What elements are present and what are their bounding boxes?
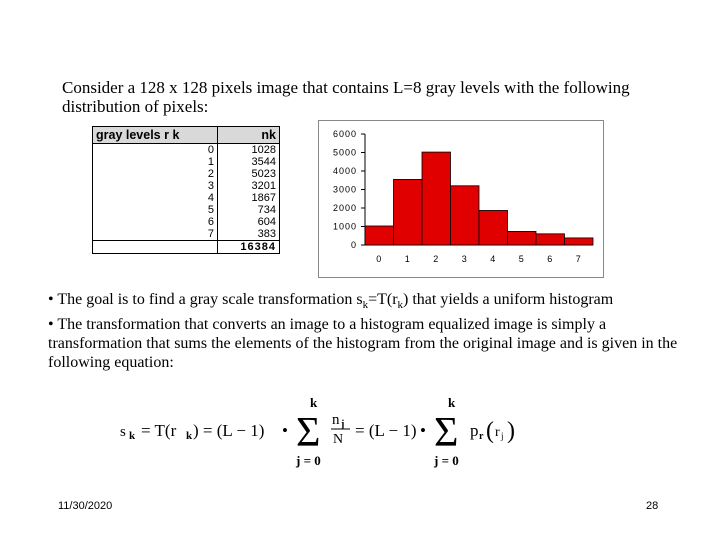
y-tick-label: 0 [350,240,357,250]
eq-sum1-lower: j = 0 [296,453,321,468]
table-row [93,168,280,180]
table-row [93,204,280,216]
bullet-transformation: • The transformation that converts an image to a histogram equalized image is simply a transformation that sums the elements of the histogram from the original image and is given in the following equation: [48,316,678,372]
equation-svg [120,395,540,470]
cell-pixel-count: 383 [218,228,280,241]
cell-pixel-count: 3201 [218,180,280,192]
histogram-bar [451,186,480,245]
eq-p: p [470,421,479,440]
histogram-bar [536,234,565,245]
cell-pixel-count: 1867 [218,192,280,204]
histogram-bar [479,210,508,245]
eq-sum1-upper: k [310,395,318,410]
bullet-list [48,290,688,372]
eq-rj-sub: j [501,431,504,441]
bullet-goal-sub2: k [397,299,404,312]
table-row [93,228,280,241]
cell-pixel-count: 604 [218,216,280,228]
y-tick-label: 1000 [332,221,357,232]
eq-dot-2: • [420,421,426,440]
histogram-svg [319,121,603,277]
eq-sum1-sigma: Σ [296,410,321,456]
bullet-goal [48,290,688,315]
eq-s-sub: k [129,430,136,442]
eq-frac-den: N [333,432,344,447]
eq-p-sub: r [479,431,484,442]
header-gray-levels: gray levels r k [93,127,218,144]
cell-gray-level: 4 [93,192,218,204]
table-row [93,180,280,192]
table-row [93,216,280,228]
cell-pixel-count: 1028 [218,144,280,157]
cell-gray-level: 2 [93,168,218,180]
x-tick-label: 5 [518,254,525,264]
bullet-goal-sub1: k [362,299,369,312]
x-tick-label: 4 [490,254,497,264]
x-tick-label: 6 [547,254,554,264]
eq-t-r: = T(r [141,421,177,440]
x-tick-label: 0 [376,254,383,264]
x-tick-label: 3 [461,254,468,264]
eq-sum2-lower: j = 0 [434,453,459,468]
histogram-bar [422,152,451,245]
eq-l-minus-1-second: = (L − 1) [355,421,417,440]
eq-dot-1: • [282,421,288,440]
eq-r-sub: k [186,430,193,442]
cell-pixel-count: 734 [218,204,280,216]
footer-date: 11/30/2020 [58,500,113,512]
eq-rj: r [495,425,500,440]
table-header-row [93,127,280,144]
eq-sum2-upper: k [448,395,456,410]
table-total-row [93,241,280,254]
table-row [93,156,280,168]
cell-gray-level: 7 [93,228,218,241]
y-tick-label: 4000 [332,166,357,176]
histogram-bar [565,238,594,245]
histogram-bar [394,179,423,245]
histogram-bar [508,231,537,245]
x-tick-label: 1 [404,254,411,264]
cell-gray-level: 5 [93,204,218,216]
cell-gray-level: 1 [93,156,218,168]
histogram-bar [365,226,394,245]
eq-frac-num: n [332,412,340,428]
equalization-equation [120,395,540,470]
cell-pixel-count: 5023 [218,168,280,180]
y-tick-label: 5000 [332,147,357,158]
page-number: 28 [646,500,659,512]
eq-l-minus-1: ) = (L − 1) [193,421,265,440]
histogram-chart [318,120,604,278]
gray-level-table [92,126,280,254]
eq-frac-num-sub: j [341,419,345,430]
eq-lparen: ( [486,418,494,444]
bullet-goal-part2: =T(r [368,291,398,308]
eq-rparen: ) [507,418,515,444]
x-tick-label: 2 [433,254,440,264]
cell-empty [93,241,218,254]
cell-gray-level: 6 [93,216,218,228]
cell-gray-level: 3 [93,180,218,192]
eq-s: s [120,424,126,440]
y-tick-label: 2000 [332,203,357,213]
y-tick-label: 3000 [332,184,357,195]
eq-sum2-sigma: Σ [434,410,459,456]
header-nk: nk [218,127,280,144]
cell-gray-level: 0 [93,144,218,157]
cell-total: 16384 [218,241,280,254]
bullet-goal-part1: • The goal is to find a gray scale transformation s [48,291,363,308]
table-row [93,144,280,157]
bullet-goal-part3: ) that yields a uniform histogram [403,291,614,308]
intro-text: Consider a 128 x 128 pixels image that contains L=8 gray levels with the following distribution of pixels: [62,78,630,116]
x-tick-label: 7 [575,254,582,264]
cell-pixel-count: 3544 [218,156,280,168]
y-tick-label: 6000 [332,129,357,139]
table-row [93,192,280,204]
